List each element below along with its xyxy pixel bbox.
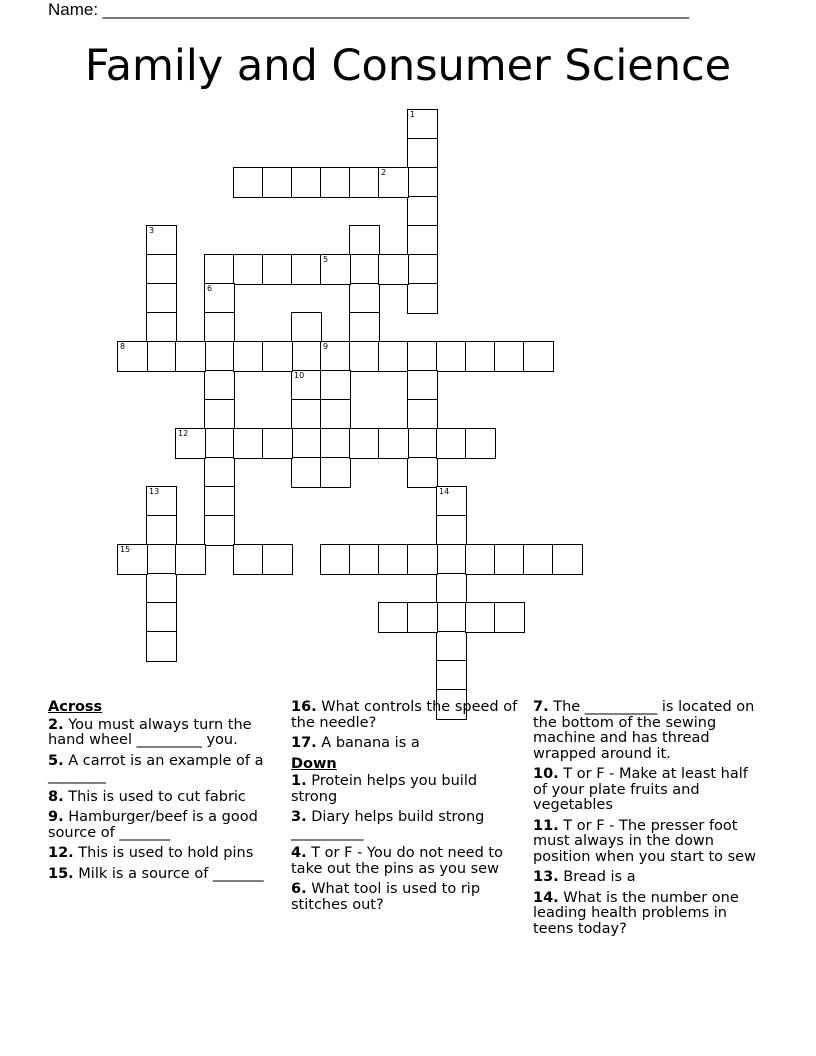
crossword-cell[interactable] <box>262 167 293 198</box>
clue-text: Milk is a source of _______ <box>78 865 264 882</box>
crossword-cell[interactable] <box>494 544 525 575</box>
cell-number: 2 <box>381 168 387 177</box>
crossword-cell[interactable] <box>320 399 351 430</box>
across-heading: Across <box>48 699 103 715</box>
clue-text: What tool is used to rip stitches out? <box>291 881 481 913</box>
cell-number: 14 <box>439 487 450 496</box>
clue-text: You must always turn the hand wheel _________ you. <box>48 716 252 748</box>
crossword-cell[interactable] <box>494 602 525 633</box>
crossword-cell[interactable] <box>291 457 322 488</box>
crossword-cell[interactable] <box>349 254 380 285</box>
clue-number: 17. <box>291 735 317 751</box>
clue-number: 1. <box>291 773 307 789</box>
clue-across-9 <box>48 810 280 841</box>
crossword-cell[interactable] <box>233 544 264 575</box>
crossword-cell[interactable] <box>233 167 264 198</box>
crossword-cell[interactable] <box>523 341 554 372</box>
cell-number: 1 <box>410 110 416 119</box>
cell-number: 10 <box>294 371 305 380</box>
crossword-cell[interactable] <box>436 573 467 604</box>
crossword-cell[interactable] <box>378 602 409 633</box>
crossword-cell[interactable] <box>378 341 409 372</box>
clue-number: 10. <box>533 766 559 782</box>
crossword-cell[interactable] <box>146 254 177 285</box>
crossword-cell[interactable] <box>233 254 264 285</box>
crossword-cell[interactable] <box>146 602 177 633</box>
crossword-cell[interactable] <box>407 428 438 459</box>
crossword-cell[interactable] <box>291 428 322 459</box>
crossword-cell[interactable] <box>407 341 438 372</box>
crossword-cell[interactable] <box>349 283 380 314</box>
cell-number: 6 <box>207 284 213 293</box>
crossword-cell[interactable] <box>378 428 409 459</box>
crossword-cell[interactable] <box>204 515 235 546</box>
crossword-cell[interactable] <box>291 254 322 285</box>
clue-down-3 <box>291 810 523 841</box>
crossword-cell[interactable] <box>204 428 235 459</box>
crossword-cell[interactable] <box>175 544 206 575</box>
clue-number: 13. <box>533 869 559 885</box>
crossword-cell[interactable] <box>146 283 177 314</box>
crossword-cell[interactable] <box>204 457 235 488</box>
crossword-cell[interactable] <box>146 312 177 343</box>
crossword-cell[interactable] <box>349 341 380 372</box>
crossword-cell[interactable] <box>349 225 380 256</box>
crossword-cell[interactable] <box>407 370 438 401</box>
crossword-cell[interactable] <box>436 602 467 633</box>
clue-text: Hamburger/beef is a good source of _______ <box>48 809 258 841</box>
clue-number: 11. <box>533 817 559 834</box>
cell-number: 3 <box>149 226 155 235</box>
clue-text: T or F - Make at least half of your plate fruits and vegetables <box>533 766 748 813</box>
crossword-cell[interactable] <box>175 341 206 372</box>
clue-down-10 <box>533 767 765 814</box>
clue-text: T or F - The presser foot must always in the down position when you start to sew <box>533 817 756 865</box>
crossword-cell[interactable] <box>349 544 380 575</box>
crossword-cell[interactable] <box>407 254 438 285</box>
crossword-cell[interactable] <box>320 457 351 488</box>
clue-down-4 <box>291 846 523 877</box>
crossword-cell[interactable] <box>407 109 438 140</box>
clue-across-8 <box>48 790 280 806</box>
name-line[interactable]: Name: ______________________________________________________________ <box>48 0 689 19</box>
clue-number: 8. <box>48 788 64 805</box>
crossword-cell[interactable] <box>378 254 409 285</box>
crossword-cell[interactable] <box>407 196 438 227</box>
clue-number: 5. <box>48 752 64 769</box>
crossword-cell[interactable] <box>291 312 322 343</box>
crossword-cell[interactable] <box>320 544 351 575</box>
clue-text: Bread is a <box>563 869 636 885</box>
crossword-cell[interactable] <box>117 341 148 372</box>
crossword-cell[interactable] <box>465 602 496 633</box>
crossword-cell[interactable] <box>262 341 293 372</box>
crossword-cell[interactable] <box>436 515 467 546</box>
clue-down-1 <box>291 774 523 805</box>
cell-number: 13 <box>149 487 160 496</box>
clues-column-2 <box>291 700 523 918</box>
crossword-cell[interactable] <box>291 399 322 430</box>
crossword-cell[interactable] <box>407 457 438 488</box>
crossword-cell[interactable] <box>378 544 409 575</box>
clue-number: 15. <box>48 865 74 882</box>
down-heading: Down <box>291 755 337 772</box>
clue-text: What is the number one leading health problems in teens today? <box>533 889 739 937</box>
clues-column-3 <box>533 700 765 942</box>
crossword-cell[interactable] <box>204 312 235 343</box>
clue-text: What controls the speed of the needle? <box>291 699 518 731</box>
crossword-cell[interactable] <box>465 428 496 459</box>
crossword-cell[interactable] <box>204 486 235 517</box>
clue-text: This is used to hold pins <box>78 845 254 861</box>
crossword-cell[interactable] <box>407 225 438 256</box>
crossword-cell[interactable] <box>262 254 293 285</box>
crossword-cell[interactable] <box>552 544 583 575</box>
clue-number: 6. <box>291 881 307 897</box>
crossword-cell[interactable] <box>204 283 235 314</box>
crossword-cell[interactable] <box>523 544 554 575</box>
cell-number: 15 <box>120 545 131 554</box>
crossword-cell[interactable] <box>320 167 351 198</box>
clue-number: 3. <box>291 809 307 825</box>
crossword-cell[interactable] <box>407 544 438 575</box>
clue-text: A banana is a <box>321 735 420 751</box>
crossword-cell[interactable] <box>320 254 351 285</box>
crossword-cell[interactable] <box>262 428 293 459</box>
clue-text: T or F - You do not need to take out the pins as you sew <box>291 845 503 877</box>
crossword-cell[interactable] <box>349 312 380 343</box>
crossword-cell[interactable] <box>291 167 322 198</box>
crossword-cell[interactable] <box>407 138 438 169</box>
crossword-cell[interactable] <box>146 631 177 662</box>
crossword-cell[interactable] <box>436 544 467 575</box>
cell-number: 12 <box>178 429 189 438</box>
crossword-cell[interactable] <box>407 602 438 633</box>
clue-text: A carrot is an example of a ________ <box>48 752 264 784</box>
crossword-cell[interactable] <box>320 428 351 459</box>
clue-across-17 <box>291 736 523 752</box>
clues-column-1 <box>48 700 280 887</box>
crossword-cell[interactable] <box>146 544 177 575</box>
crossword-cell[interactable] <box>146 341 177 372</box>
clue-number: 14. <box>533 889 559 906</box>
crossword-cell[interactable] <box>117 544 148 575</box>
clue-text: Diary helps build strong __________ <box>291 809 485 841</box>
clue-text: This is used to cut fabric <box>68 788 246 805</box>
clue-across-15 <box>48 867 280 883</box>
cell-number: 9 <box>323 342 329 351</box>
clue-across-16 <box>291 700 523 731</box>
crossword-cell[interactable] <box>204 370 235 401</box>
clue-across-5 <box>48 754 280 785</box>
crossword-cell[interactable] <box>436 486 467 517</box>
crossword-cell[interactable] <box>465 544 496 575</box>
crossword-cell[interactable] <box>233 341 264 372</box>
crossword-cell[interactable] <box>204 399 235 430</box>
clue-across-2 <box>48 718 280 749</box>
crossword-cell[interactable] <box>175 428 206 459</box>
clue-down-13 <box>533 870 765 886</box>
crossword-cell[interactable] <box>320 370 351 401</box>
clue-across-12 <box>48 846 280 862</box>
clue-down-14 <box>533 891 765 938</box>
page-title: Family and Consumer Science <box>84 41 732 91</box>
crossword-cell[interactable] <box>291 341 322 372</box>
clue-number: 7. <box>533 699 549 715</box>
clue-number: 2. <box>48 716 64 733</box>
crossword-cell[interactable] <box>233 428 264 459</box>
clue-text: Protein helps you build strong <box>291 773 478 805</box>
crossword-cell[interactable] <box>465 341 496 372</box>
crossword-cell[interactable] <box>407 399 438 430</box>
crossword-cell[interactable] <box>146 515 177 546</box>
clue-number: 9. <box>48 809 64 825</box>
clue-number: 12. <box>48 845 74 861</box>
crossword-cell[interactable] <box>291 370 322 401</box>
clue-down-6 <box>291 882 523 913</box>
crossword-cell[interactable] <box>262 544 293 575</box>
crossword-cell[interactable] <box>349 428 380 459</box>
crossword-cell[interactable] <box>436 428 467 459</box>
cell-number: 5 <box>323 255 329 264</box>
crossword-cell[interactable] <box>146 486 177 517</box>
crossword-cell[interactable] <box>436 631 467 662</box>
crossword-cell[interactable] <box>407 283 438 314</box>
crossword-cell[interactable] <box>349 167 380 198</box>
clue-down-11 <box>533 819 765 866</box>
clue-down-7 <box>533 700 765 762</box>
crossword-cell[interactable] <box>146 225 177 256</box>
crossword-cell[interactable] <box>494 341 525 372</box>
crossword-cell[interactable] <box>407 167 438 198</box>
crossword-cell[interactable] <box>204 341 235 372</box>
clue-number: 4. <box>291 845 307 861</box>
clue-text: The __________ is located on the bottom of the sewing machine and has thread wrapped around it. <box>533 699 755 762</box>
crossword-cell[interactable] <box>146 573 177 604</box>
crossword-cell[interactable] <box>320 341 351 372</box>
crossword-cell[interactable] <box>378 167 409 198</box>
crossword-cell[interactable] <box>204 254 235 285</box>
clue-number: 16. <box>291 699 317 715</box>
crossword-cell[interactable] <box>436 660 467 691</box>
cell-number: 8 <box>120 342 126 351</box>
crossword-cell[interactable] <box>436 341 467 372</box>
